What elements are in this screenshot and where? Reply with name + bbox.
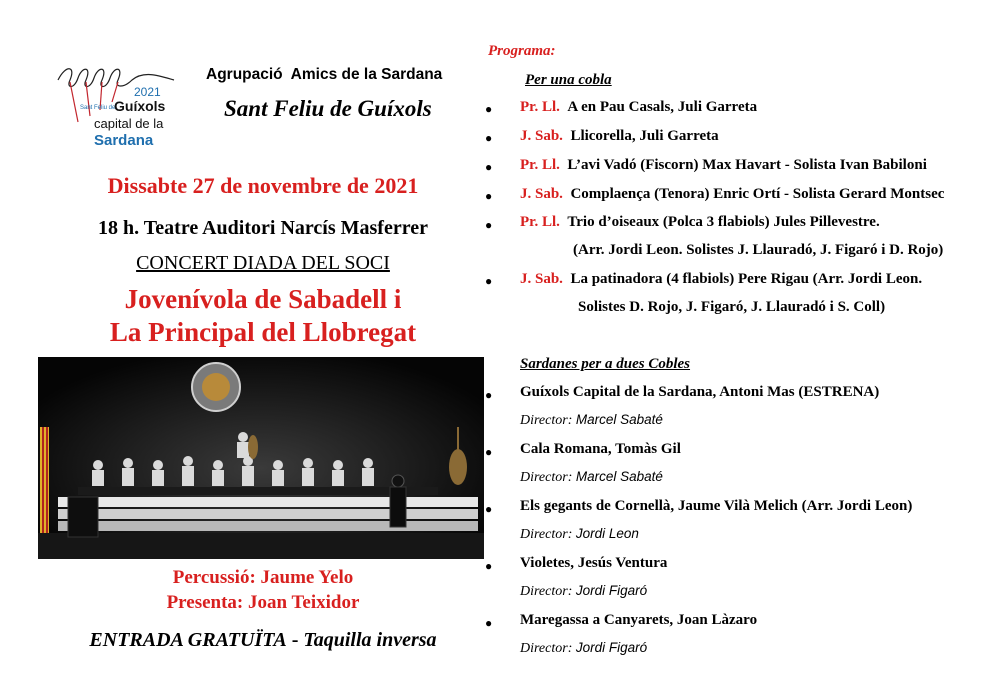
section-two-cobles: Sardanes per a dues Cobles bbox=[520, 356, 691, 372]
organization-name: Agrupació Amics de la Sardana bbox=[206, 66, 443, 83]
program-item bbox=[520, 157, 927, 174]
sardana-title: Els gegants de Cornellà, Jaume Vilà Melich (Arr. Jordi Leon) bbox=[520, 498, 913, 514]
item-text: La patinadora (4 flabiols) Pere Rigau (Arr. Jordi Leon. bbox=[570, 271, 923, 287]
director-label: Director: bbox=[520, 470, 573, 485]
bullet-icon: ● bbox=[485, 160, 493, 174]
bullet-icon: ● bbox=[485, 388, 493, 402]
item-text: Trio d’oiseaux (Polca 3 flabiols) Jules Pillevestre. bbox=[567, 214, 880, 230]
director-label: Director: bbox=[520, 641, 573, 656]
program-item-continuation: Solistes D. Rojo, J. Figaró, J. Llauradó i S. Coll) bbox=[578, 299, 886, 315]
band-line-1: Jovenívola de Sabadell i bbox=[124, 284, 402, 314]
item-abbr: J. Sab. bbox=[520, 186, 563, 202]
director-name: Jordi Figaró bbox=[575, 583, 648, 598]
program-item-continuation: (Arr. Jordi Leon. Solistes J. Llauradó, J. Figaró i D. Rojo) bbox=[573, 242, 944, 258]
director-name: Jordi Leon bbox=[575, 526, 639, 541]
item-text: Complaença (Tenora) Enric Ortí - Solista Gerard Montsec bbox=[570, 186, 945, 202]
bands-heading bbox=[0, 283, 526, 349]
band-line-2: La Principal del Llobregat bbox=[109, 317, 417, 347]
bullet-icon: ● bbox=[485, 189, 493, 203]
program-item bbox=[520, 99, 757, 116]
item-abbr: Pr. Ll. bbox=[520, 157, 560, 173]
concert-title: CONCERT DIADA DEL SOCI bbox=[136, 252, 390, 274]
logo-town: Guíxols bbox=[114, 98, 166, 114]
sardana-director bbox=[520, 640, 647, 657]
bullet-icon: ● bbox=[485, 218, 493, 232]
item-abbr: Pr. Ll. bbox=[520, 99, 560, 115]
section-one-cobla: Per una cobla bbox=[525, 72, 612, 88]
logo-year: 2021 bbox=[134, 85, 161, 99]
percussion-credit: Percussió: Jaume Yelo bbox=[172, 567, 354, 588]
program-item bbox=[520, 214, 880, 231]
director-name: Marcel Sabaté bbox=[575, 469, 663, 484]
bullet-icon: ● bbox=[485, 559, 493, 573]
logo-capital: capital de la bbox=[94, 116, 164, 131]
item-text: L’avi Vadó (Fiscorn) Max Havart - Solista Ivan Babiloni bbox=[567, 157, 927, 173]
bullet-icon: ● bbox=[485, 502, 493, 516]
director-label: Director: bbox=[520, 413, 573, 428]
event-date: Dissabte 27 de novembre de 2021 bbox=[107, 173, 419, 198]
item-text: Llicorella, Juli Garreta bbox=[570, 128, 719, 144]
entry-reverse-ticket: Taquilla inversa bbox=[303, 629, 437, 651]
sardana-director bbox=[520, 583, 647, 600]
sardana-title: Violetes, Jesús Ventura bbox=[520, 555, 668, 571]
sardana-title: Guíxols Capital de la Sardana, Antoni Mas (ESTRENA) bbox=[520, 384, 880, 400]
capital-sardana-logo bbox=[52, 58, 182, 150]
logo-sardana: Sardana bbox=[94, 132, 154, 149]
entry-separator: - bbox=[286, 629, 304, 651]
item-abbr: Pr. Ll. bbox=[520, 214, 560, 230]
director-name: Jordi Figaró bbox=[575, 640, 648, 655]
presenter-credit: Presenta: Joan Teixidor bbox=[166, 592, 360, 613]
sardana-director bbox=[520, 469, 663, 486]
program-item bbox=[520, 271, 922, 288]
director-label: Director: bbox=[520, 584, 573, 599]
sardana-title: Cala Romana, Tomàs Gil bbox=[520, 441, 681, 457]
sardana-director bbox=[520, 526, 639, 543]
director-label: Director: bbox=[520, 527, 573, 542]
sardana-director bbox=[520, 412, 663, 429]
program-title: Programa: bbox=[488, 43, 556, 59]
city-name: Sant Feliu de Guíxols bbox=[224, 96, 432, 121]
orchestra-photo-illustration bbox=[38, 357, 484, 559]
program-item bbox=[520, 128, 719, 145]
item-text: A en Pau Casals, Juli Garreta bbox=[567, 99, 758, 115]
entry-info bbox=[0, 629, 526, 652]
bullet-icon: ● bbox=[485, 616, 493, 630]
logo-small-text: Sant Feliu de bbox=[80, 105, 116, 111]
sardana-title: Maregassa a Canyarets, Joan Làzaro bbox=[520, 612, 758, 628]
entry-free: ENTRADA GRATUÏTA bbox=[89, 629, 287, 651]
band-photo bbox=[38, 357, 484, 559]
item-abbr: J. Sab. bbox=[520, 128, 563, 144]
bullet-icon: ● bbox=[485, 274, 493, 288]
program-item bbox=[520, 186, 944, 203]
director-name: Marcel Sabaté bbox=[575, 412, 663, 427]
bullet-icon: ● bbox=[485, 102, 493, 116]
event-time-venue: 18 h. Teatre Auditori Narcís Masferrer bbox=[98, 217, 428, 239]
item-abbr: J. Sab. bbox=[520, 271, 563, 287]
bullet-icon: ● bbox=[485, 445, 493, 459]
bullet-icon: ● bbox=[485, 131, 493, 145]
